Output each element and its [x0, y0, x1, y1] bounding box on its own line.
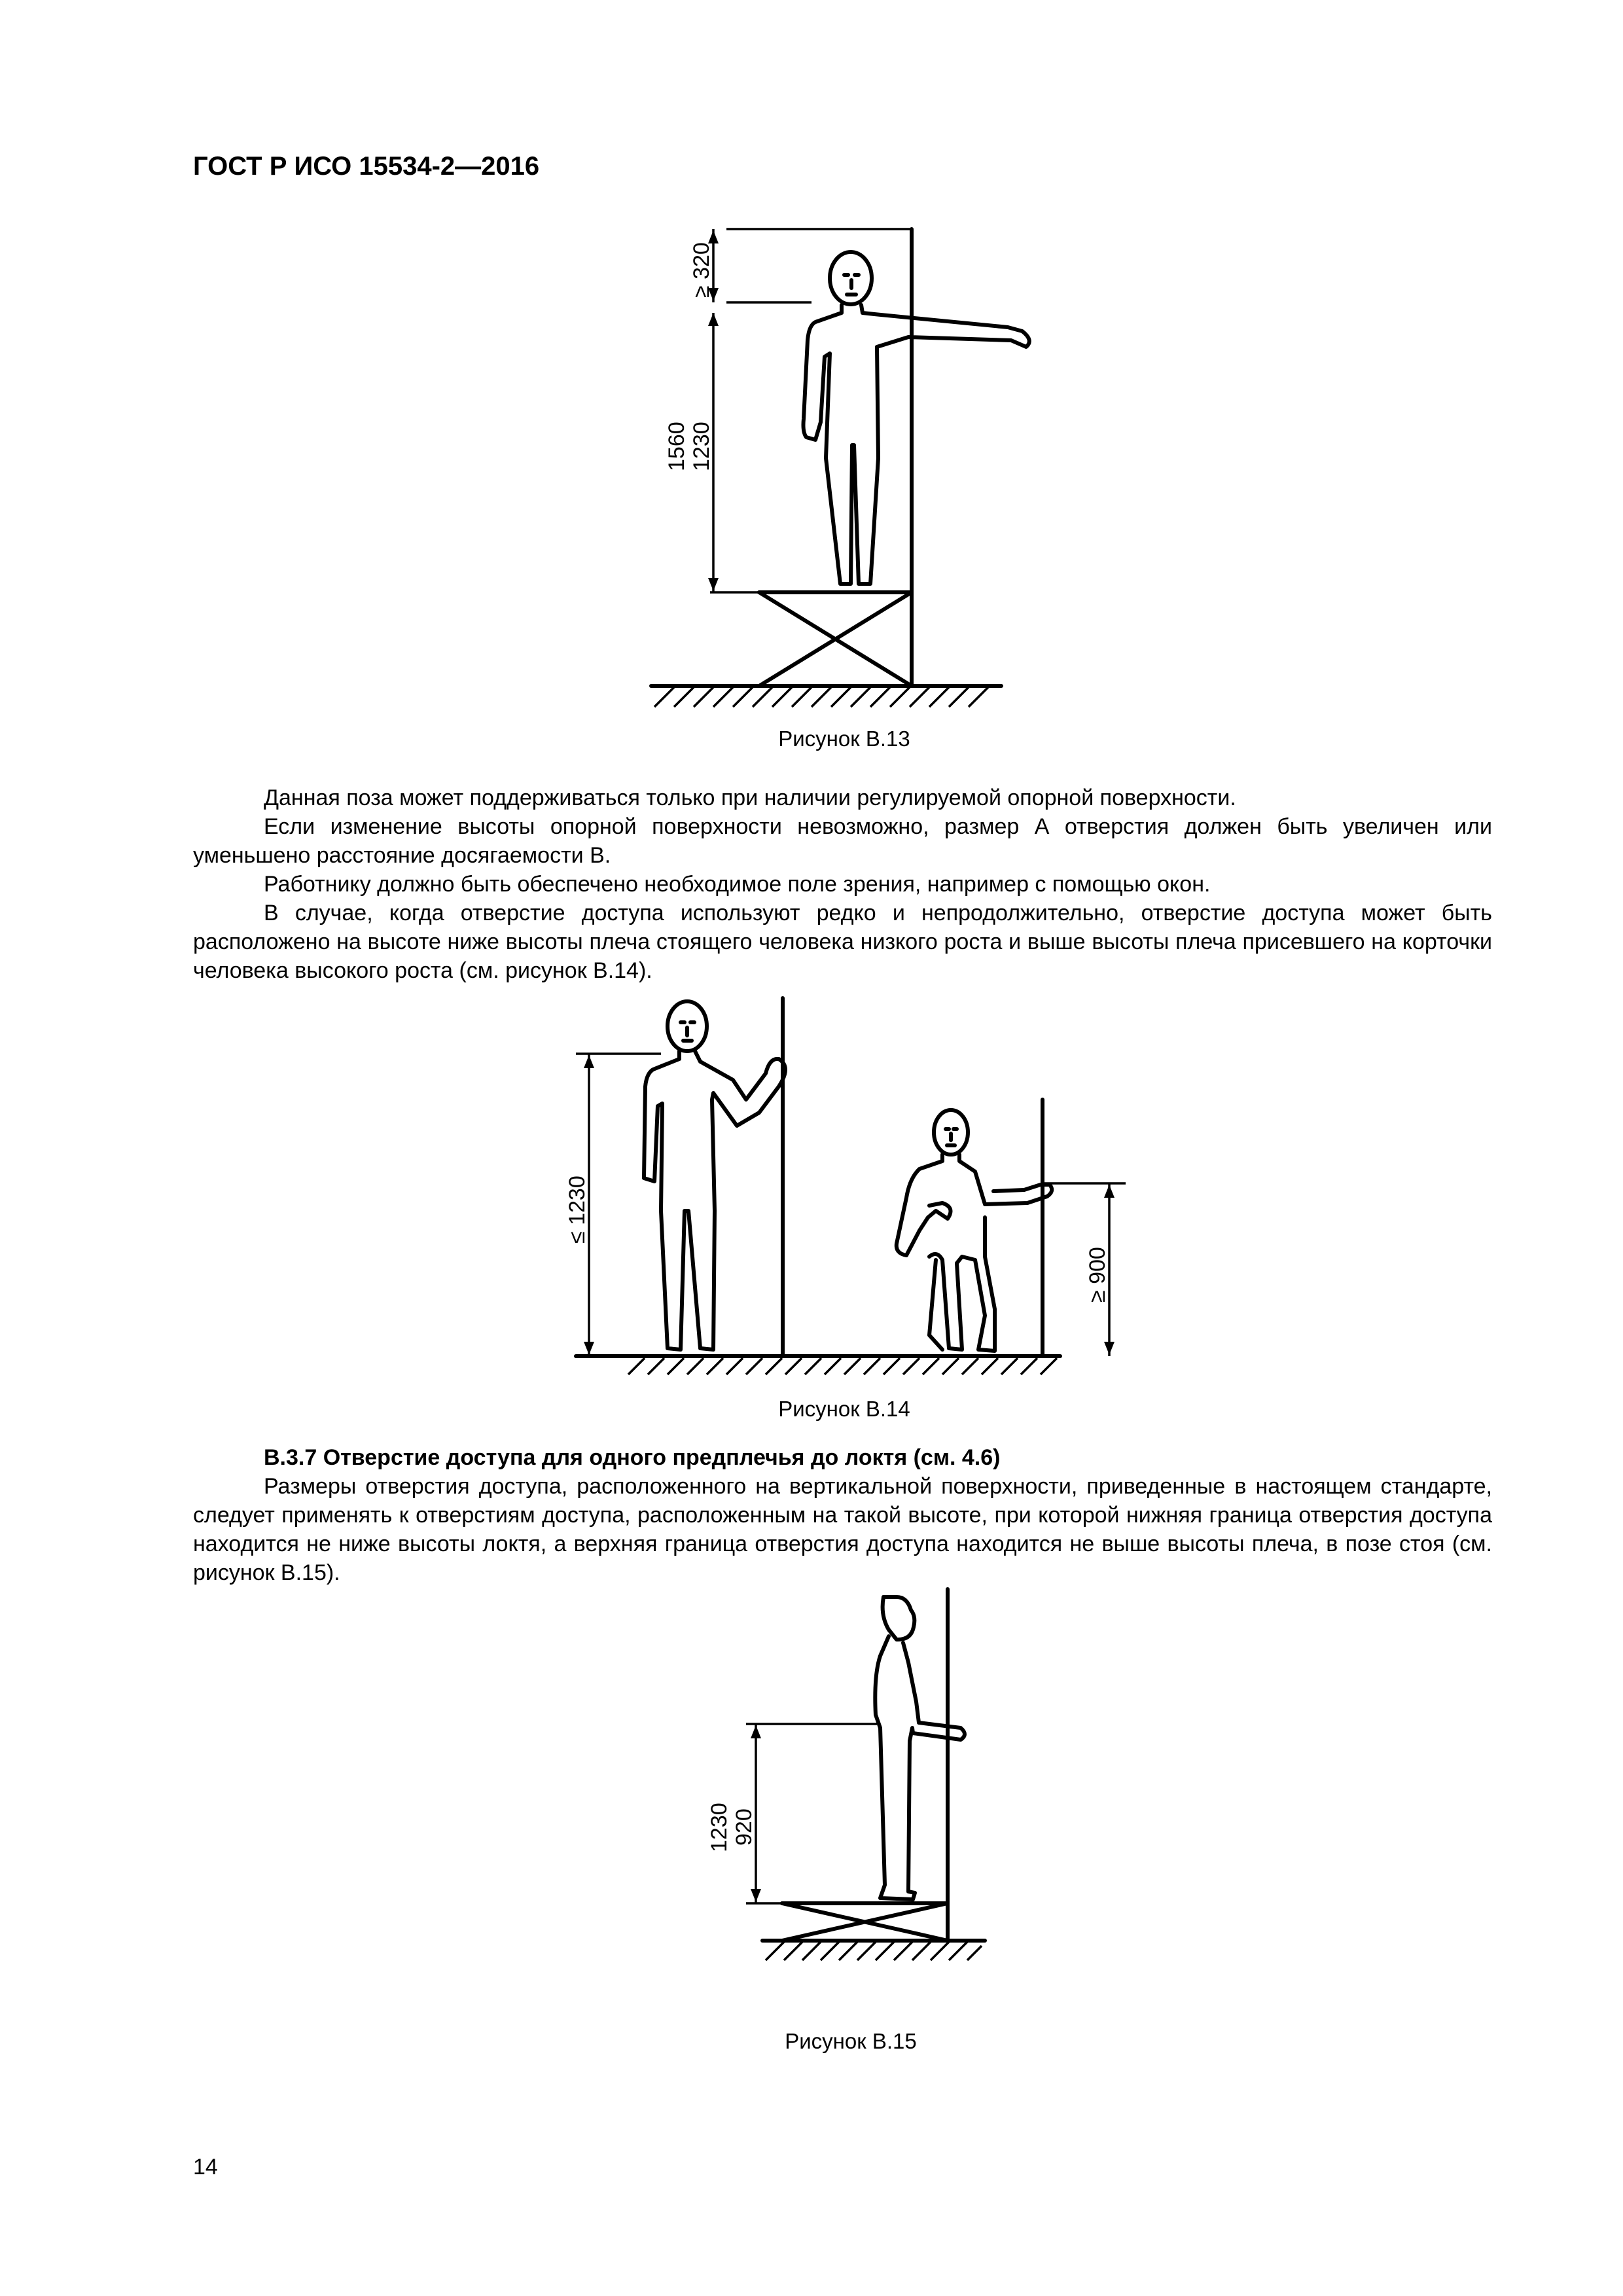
section-body: Размеры отверстия доступа, расположенного на вертикальной поверхности, приведенные в настоящем стандарте, следует применять к отверстиям доступа, расположенным на такой высоте, при которой нижняя граница отверстия доступа находится не ниже высоты локтя, а верхняя граница отверстия доступа находится не выше высоты плеча, в позе стоя (см. рисунок В.15). — [193, 1474, 1492, 1585]
fig15-ground — [762, 1941, 985, 1960]
figure14-caption: Рисунок В.14 — [778, 1397, 910, 1421]
fig13-dim-left-2: 1230 — [689, 422, 714, 471]
fig15-dim-left-1: 1230 — [707, 1803, 732, 1852]
fig14-dim-left: ≤ 1230 — [565, 1175, 590, 1244]
fig13-dim-top: ≥ 320 — [689, 242, 714, 298]
page-number: 14 — [193, 2155, 218, 2179]
paragraph: Работнику должно быть обеспечено необходимое поле зрения, например с помощью окон. — [264, 872, 1211, 897]
fig15-platform — [782, 1903, 948, 1941]
section-title: В.3.7 Отверстие доступа для одного предплечья до локтя (см. 4.6) — [264, 1445, 1001, 1470]
paragraph: Данная поза может поддерживаться только при наличии регулируемой опорной поверхности. — [264, 785, 1236, 810]
paragraph: В случае, когда отверстие доступа используют редко и непродолжительно, отверстие доступа может быть расположено на высоте ниже высоты плеча стоящего человека низкого роста и выше высоты плеча присевшего на корточки человека высокого роста (см. рисунок В.14). — [193, 901, 1492, 983]
figure13-caption: Рисунок В.13 — [778, 726, 910, 751]
fig13-dim-left-1: 1560 — [664, 422, 689, 471]
fig15-person — [875, 1597, 965, 1899]
fig15-dim-left-2: 920 — [732, 1808, 757, 1846]
figure15-caption: Рисунок В.15 — [785, 2029, 917, 2053]
paragraph: Если изменение высоты опорной поверхности невозможно, размер А отверстия должен быть увеличен или уменьшено расстояние досягаемости В. — [193, 814, 1492, 868]
document-header: ГОСТ Р ИСО 15534-2—2016 — [193, 152, 540, 181]
fig14-dim-right: ≥ 900 — [1085, 1247, 1110, 1302]
fig15-dimensions — [746, 1724, 877, 1903]
